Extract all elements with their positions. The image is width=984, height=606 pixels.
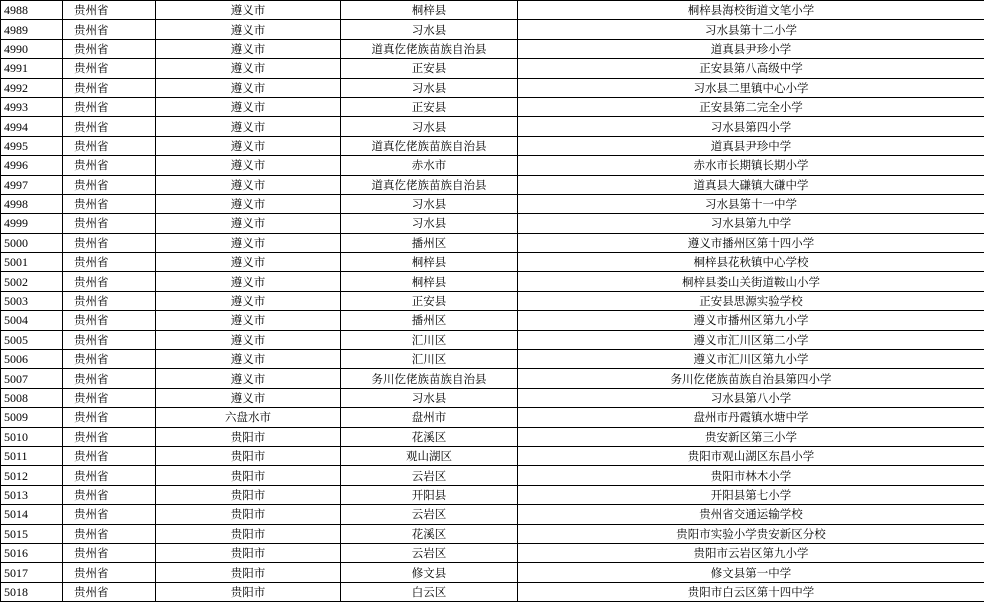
city-cell: 贵阳市 [156, 582, 341, 601]
school-name-cell: 习水县第十一中学 [518, 194, 984, 213]
row-number-cell: 4991 [1, 59, 63, 78]
county-cell: 汇川区 [341, 330, 518, 349]
school-name-cell: 桐梓县娄山关街道鞍山小学 [518, 272, 984, 291]
province-cell: 贵州省 [63, 505, 156, 524]
row-number-cell: 4994 [1, 117, 63, 136]
province-cell: 贵州省 [63, 524, 156, 543]
city-cell: 遵义市 [156, 233, 341, 252]
province-cell: 贵州省 [63, 20, 156, 39]
row-number-cell: 4995 [1, 136, 63, 155]
row-number-cell: 4993 [1, 97, 63, 116]
row-number-cell: 5005 [1, 330, 63, 349]
row-number-cell: 5015 [1, 524, 63, 543]
city-cell: 遵义市 [156, 350, 341, 369]
school-name-cell: 遵义市汇川区第九小学 [518, 350, 984, 369]
province-cell: 贵州省 [63, 39, 156, 58]
province-cell: 贵州省 [63, 408, 156, 427]
table-row [1, 136, 984, 155]
table-row [1, 214, 984, 233]
province-cell: 贵州省 [63, 543, 156, 562]
row-number-cell: 5013 [1, 485, 63, 504]
row-number-cell: 4999 [1, 214, 63, 233]
county-cell: 习水县 [341, 388, 518, 407]
table-row [1, 408, 984, 427]
row-number-cell: 4989 [1, 20, 63, 39]
row-number-cell: 5010 [1, 427, 63, 446]
city-cell: 贵阳市 [156, 485, 341, 504]
table-row [1, 524, 984, 543]
table-row [1, 117, 984, 136]
school-name-cell: 贵阳市云岩区第九小学 [518, 543, 984, 562]
province-cell: 贵州省 [63, 214, 156, 233]
school-name-cell: 道真县尹珍中学 [518, 136, 984, 155]
table-row [1, 59, 984, 78]
province-cell: 贵州省 [63, 78, 156, 97]
county-cell: 正安县 [341, 97, 518, 116]
province-cell: 贵州省 [63, 582, 156, 601]
city-cell: 贵阳市 [156, 446, 341, 465]
province-cell: 贵州省 [63, 427, 156, 446]
city-cell: 遵义市 [156, 39, 341, 58]
school-name-cell: 习水县第十二小学 [518, 20, 984, 39]
province-cell: 贵州省 [63, 330, 156, 349]
county-cell: 修文县 [341, 563, 518, 582]
county-cell: 习水县 [341, 194, 518, 213]
table-row [1, 253, 984, 272]
county-cell: 云岩区 [341, 505, 518, 524]
city-cell: 遵义市 [156, 388, 341, 407]
row-number-cell: 5007 [1, 369, 63, 388]
school-name-cell: 道真县尹珍小学 [518, 39, 984, 58]
row-number-cell: 5012 [1, 466, 63, 485]
row-number-cell: 4990 [1, 39, 63, 58]
table-row [1, 78, 984, 97]
city-cell: 遵义市 [156, 369, 341, 388]
province-cell: 贵州省 [63, 466, 156, 485]
county-cell: 播州区 [341, 311, 518, 330]
county-cell: 花溪区 [341, 524, 518, 543]
city-cell: 遵义市 [156, 330, 341, 349]
province-cell: 贵州省 [63, 136, 156, 155]
school-name-cell: 习水县二里镇中心小学 [518, 78, 984, 97]
province-cell: 贵州省 [63, 291, 156, 310]
city-cell: 遵义市 [156, 311, 341, 330]
county-cell: 习水县 [341, 214, 518, 233]
city-cell: 遵义市 [156, 97, 341, 116]
city-cell: 贵阳市 [156, 466, 341, 485]
table-row [1, 543, 984, 562]
province-cell: 贵州省 [63, 485, 156, 504]
county-cell: 桐梓县 [341, 253, 518, 272]
school-name-cell: 贵阳市林木小学 [518, 466, 984, 485]
province-cell: 贵州省 [63, 272, 156, 291]
table-row [1, 175, 984, 194]
table-row [1, 1, 984, 20]
city-cell: 贵阳市 [156, 543, 341, 562]
table-row [1, 505, 984, 524]
school-name-cell: 贵阳市实验小学贵安新区分校 [518, 524, 984, 543]
province-cell: 贵州省 [63, 97, 156, 116]
county-cell: 白云区 [341, 582, 518, 601]
row-number-cell: 4992 [1, 78, 63, 97]
county-cell: 桐梓县 [341, 1, 518, 20]
school-name-cell: 务川仡佬族苗族自治县第四小学 [518, 369, 984, 388]
city-cell: 遵义市 [156, 272, 341, 291]
province-cell: 贵州省 [63, 194, 156, 213]
table-row [1, 485, 984, 504]
county-cell: 习水县 [341, 117, 518, 136]
table-row [1, 582, 984, 601]
province-cell: 贵州省 [63, 563, 156, 582]
school-name-cell: 遵义市播州区第十四小学 [518, 233, 984, 252]
county-cell: 云岩区 [341, 466, 518, 485]
province-cell: 贵州省 [63, 233, 156, 252]
city-cell: 六盘水市 [156, 408, 341, 427]
table-row [1, 427, 984, 446]
province-cell: 贵州省 [63, 388, 156, 407]
school-name-cell: 盘州市丹霞镇水塘中学 [518, 408, 984, 427]
school-name-cell: 桐梓县海校街道文笔小学 [518, 1, 984, 20]
county-cell: 汇川区 [341, 350, 518, 369]
school-name-cell: 习水县第四小学 [518, 117, 984, 136]
county-cell: 花溪区 [341, 427, 518, 446]
city-cell: 贵阳市 [156, 505, 341, 524]
table-row [1, 446, 984, 465]
school-name-cell: 贵阳市白云区第十四中学 [518, 582, 984, 601]
school-name-cell: 习水县第九中学 [518, 214, 984, 233]
city-cell: 遵义市 [156, 175, 341, 194]
school-name-cell: 道真县大磏镇大磏中学 [518, 175, 984, 194]
city-cell: 遵义市 [156, 194, 341, 213]
province-cell: 贵州省 [63, 175, 156, 194]
province-cell: 贵州省 [63, 59, 156, 78]
row-number-cell: 5009 [1, 408, 63, 427]
school-name-cell: 贵州省交通运输学校 [518, 505, 984, 524]
row-number-cell: 4996 [1, 156, 63, 175]
province-cell: 贵州省 [63, 446, 156, 465]
table-row [1, 350, 984, 369]
county-cell: 正安县 [341, 59, 518, 78]
county-cell: 云岩区 [341, 543, 518, 562]
table-row [1, 311, 984, 330]
row-number-cell: 5001 [1, 253, 63, 272]
table-row [1, 97, 984, 116]
table-row [1, 156, 984, 175]
school-name-cell: 正安县第二完全小学 [518, 97, 984, 116]
city-cell: 遵义市 [156, 78, 341, 97]
row-number-cell: 5000 [1, 233, 63, 252]
province-cell: 贵州省 [63, 253, 156, 272]
school-name-cell: 贵安新区第三小学 [518, 427, 984, 446]
city-cell: 遵义市 [156, 136, 341, 155]
table-row [1, 388, 984, 407]
county-cell: 道真仡佬族苗族自治县 [341, 175, 518, 194]
row-number-cell: 5003 [1, 291, 63, 310]
county-cell: 道真仡佬族苗族自治县 [341, 39, 518, 58]
city-cell: 遵义市 [156, 1, 341, 20]
county-cell: 盘州市 [341, 408, 518, 427]
row-number-cell: 5006 [1, 350, 63, 369]
row-number-cell: 5016 [1, 543, 63, 562]
county-cell: 观山湖区 [341, 446, 518, 465]
table-row [1, 272, 984, 291]
county-cell: 道真仡佬族苗族自治县 [341, 136, 518, 155]
table-row [1, 330, 984, 349]
city-cell: 遵义市 [156, 59, 341, 78]
table-row [1, 563, 984, 582]
city-cell: 遵义市 [156, 291, 341, 310]
province-cell: 贵州省 [63, 350, 156, 369]
table-row [1, 194, 984, 213]
school-name-cell: 遵义市汇川区第二小学 [518, 330, 984, 349]
city-cell: 遵义市 [156, 156, 341, 175]
city-cell: 遵义市 [156, 253, 341, 272]
province-cell: 贵州省 [63, 156, 156, 175]
province-cell: 贵州省 [63, 117, 156, 136]
row-number-cell: 4988 [1, 1, 63, 20]
school-name-cell: 正安县第八高级中学 [518, 59, 984, 78]
school-name-cell: 开阳县第七小学 [518, 485, 984, 504]
row-number-cell: 5011 [1, 446, 63, 465]
province-cell: 贵州省 [63, 1, 156, 20]
row-number-cell: 4997 [1, 175, 63, 194]
table-row [1, 369, 984, 388]
county-cell: 开阳县 [341, 485, 518, 504]
county-cell: 赤水市 [341, 156, 518, 175]
table-row [1, 466, 984, 485]
county-cell: 务川仡佬族苗族自治县 [341, 369, 518, 388]
city-cell: 遵义市 [156, 117, 341, 136]
school-name-cell: 遵义市播州区第九小学 [518, 311, 984, 330]
school-name-cell: 赤水市长期镇长期小学 [518, 156, 984, 175]
table-row [1, 39, 984, 58]
row-number-cell: 4998 [1, 194, 63, 213]
school-name-cell: 修文县第一中学 [518, 563, 984, 582]
city-cell: 遵义市 [156, 20, 341, 39]
row-number-cell: 5014 [1, 505, 63, 524]
county-cell: 桐梓县 [341, 272, 518, 291]
school-name-cell: 正安县思源实验学校 [518, 291, 984, 310]
table-row [1, 291, 984, 310]
table-row [1, 233, 984, 252]
city-cell: 贵阳市 [156, 524, 341, 543]
city-cell: 贵阳市 [156, 563, 341, 582]
city-cell: 贵阳市 [156, 427, 341, 446]
school-name-cell: 桐梓县花秋镇中心学校 [518, 253, 984, 272]
school-name-cell: 贵阳市观山湖区东昌小学 [518, 446, 984, 465]
row-number-cell: 5017 [1, 563, 63, 582]
province-cell: 贵州省 [63, 369, 156, 388]
row-number-cell: 5004 [1, 311, 63, 330]
county-cell: 习水县 [341, 20, 518, 39]
table-body [1, 1, 984, 602]
county-cell: 习水县 [341, 78, 518, 97]
school-name-cell: 习水县第八小学 [518, 388, 984, 407]
county-cell: 播州区 [341, 233, 518, 252]
table-row [1, 20, 984, 39]
county-cell: 正安县 [341, 291, 518, 310]
row-number-cell: 5018 [1, 582, 63, 601]
city-cell: 遵义市 [156, 214, 341, 233]
row-number-cell: 5002 [1, 272, 63, 291]
province-cell: 贵州省 [63, 311, 156, 330]
row-number-cell: 5008 [1, 388, 63, 407]
